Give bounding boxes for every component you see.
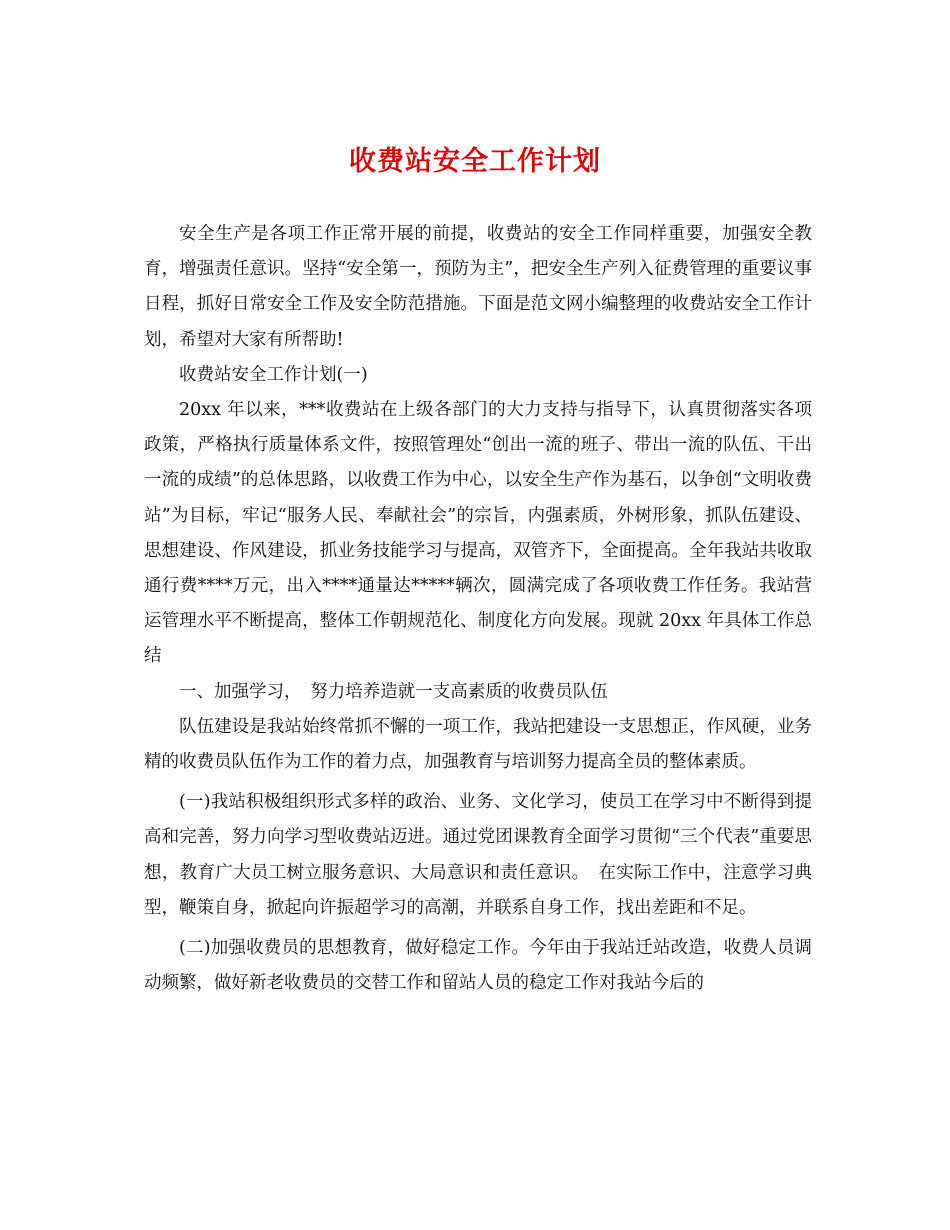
paragraph-item-two: (二)加强收费员的思想教育，做好稳定工作。今年由于我站迁站改造，收费人员调动频繁，做好新老收费员的交替工作和留站人员的稳定工作对我站今后的	[144, 938, 812, 994]
paragraph-team-building: 队伍建设是我站始终常抓不懈的一项工作，我站把建设一支思想正，作风硬，业务精的收费员队伍作为工作的着力点，加强教育与培训努力提高全员的整体素质。	[144, 716, 812, 773]
document-title: 收费站安全工作计划	[349, 146, 601, 177]
paragraph-subheading-plan-one: 收费站安全工作计划(一)	[179, 364, 368, 385]
paragraph-item-one: (一)我站积极组织形式多样的政治、业务、文化学习，使员工在学习中不断得到提高和完善，努力向学习型收费站迈进。通过党团课教育全面学习贯彻“三个代表”重要思想，教育广大员工树立服务意识、大局意识和责任意识。 在实际工作中，注意学习典型，鞭策自身，掀起向许振超学习的高潮，并联系自身工作，找出差距和不足。	[144, 792, 812, 918]
document-body	[144, 217, 812, 1001]
paragraph-intro: 安全生产是各项工作正常开展的前提，收费站的安全工作同样重要，加强安全教育，增强责任意识。坚持“安全第一，预防为主”，把安全生产列入征费管理的重要议事日程，抓好日常安全工作及安全防范措施。下面是范文网小编整理的收费站安全工作计划，希望对大家有所帮助!	[144, 224, 812, 350]
paragraph-section-heading-one: 一、加强学习， 努力培养造就一支高素质的收费员队伍	[179, 681, 608, 702]
paragraph-summary: 20xx 年以来，***收费站在上级各部门的大力支持与指导下，认真贯彻落实各项政策，严格执行质量体系文件，按照管理处“创出一流的班子、带出一流的队伍、干出一流的成绩”的总体思路，以收费工作为中心，以安全生产作为基石，以争创“文明收费站”为目标，牢记“服务人民、奉献社会”的宗旨，内强素质，外树形象，抓队伍建设、思想建设、作风建设，抓业务技能学习与提高，双管齐下，全面提高。全年我站共收取通行费****万元，出入****通量达*****辆次，圆满完成了各项收费工作任务。我站营运管理水平不断提高，整体工作朝规范化、制度化方向发展。现就 20xx 年具体工作总结	[144, 400, 812, 667]
